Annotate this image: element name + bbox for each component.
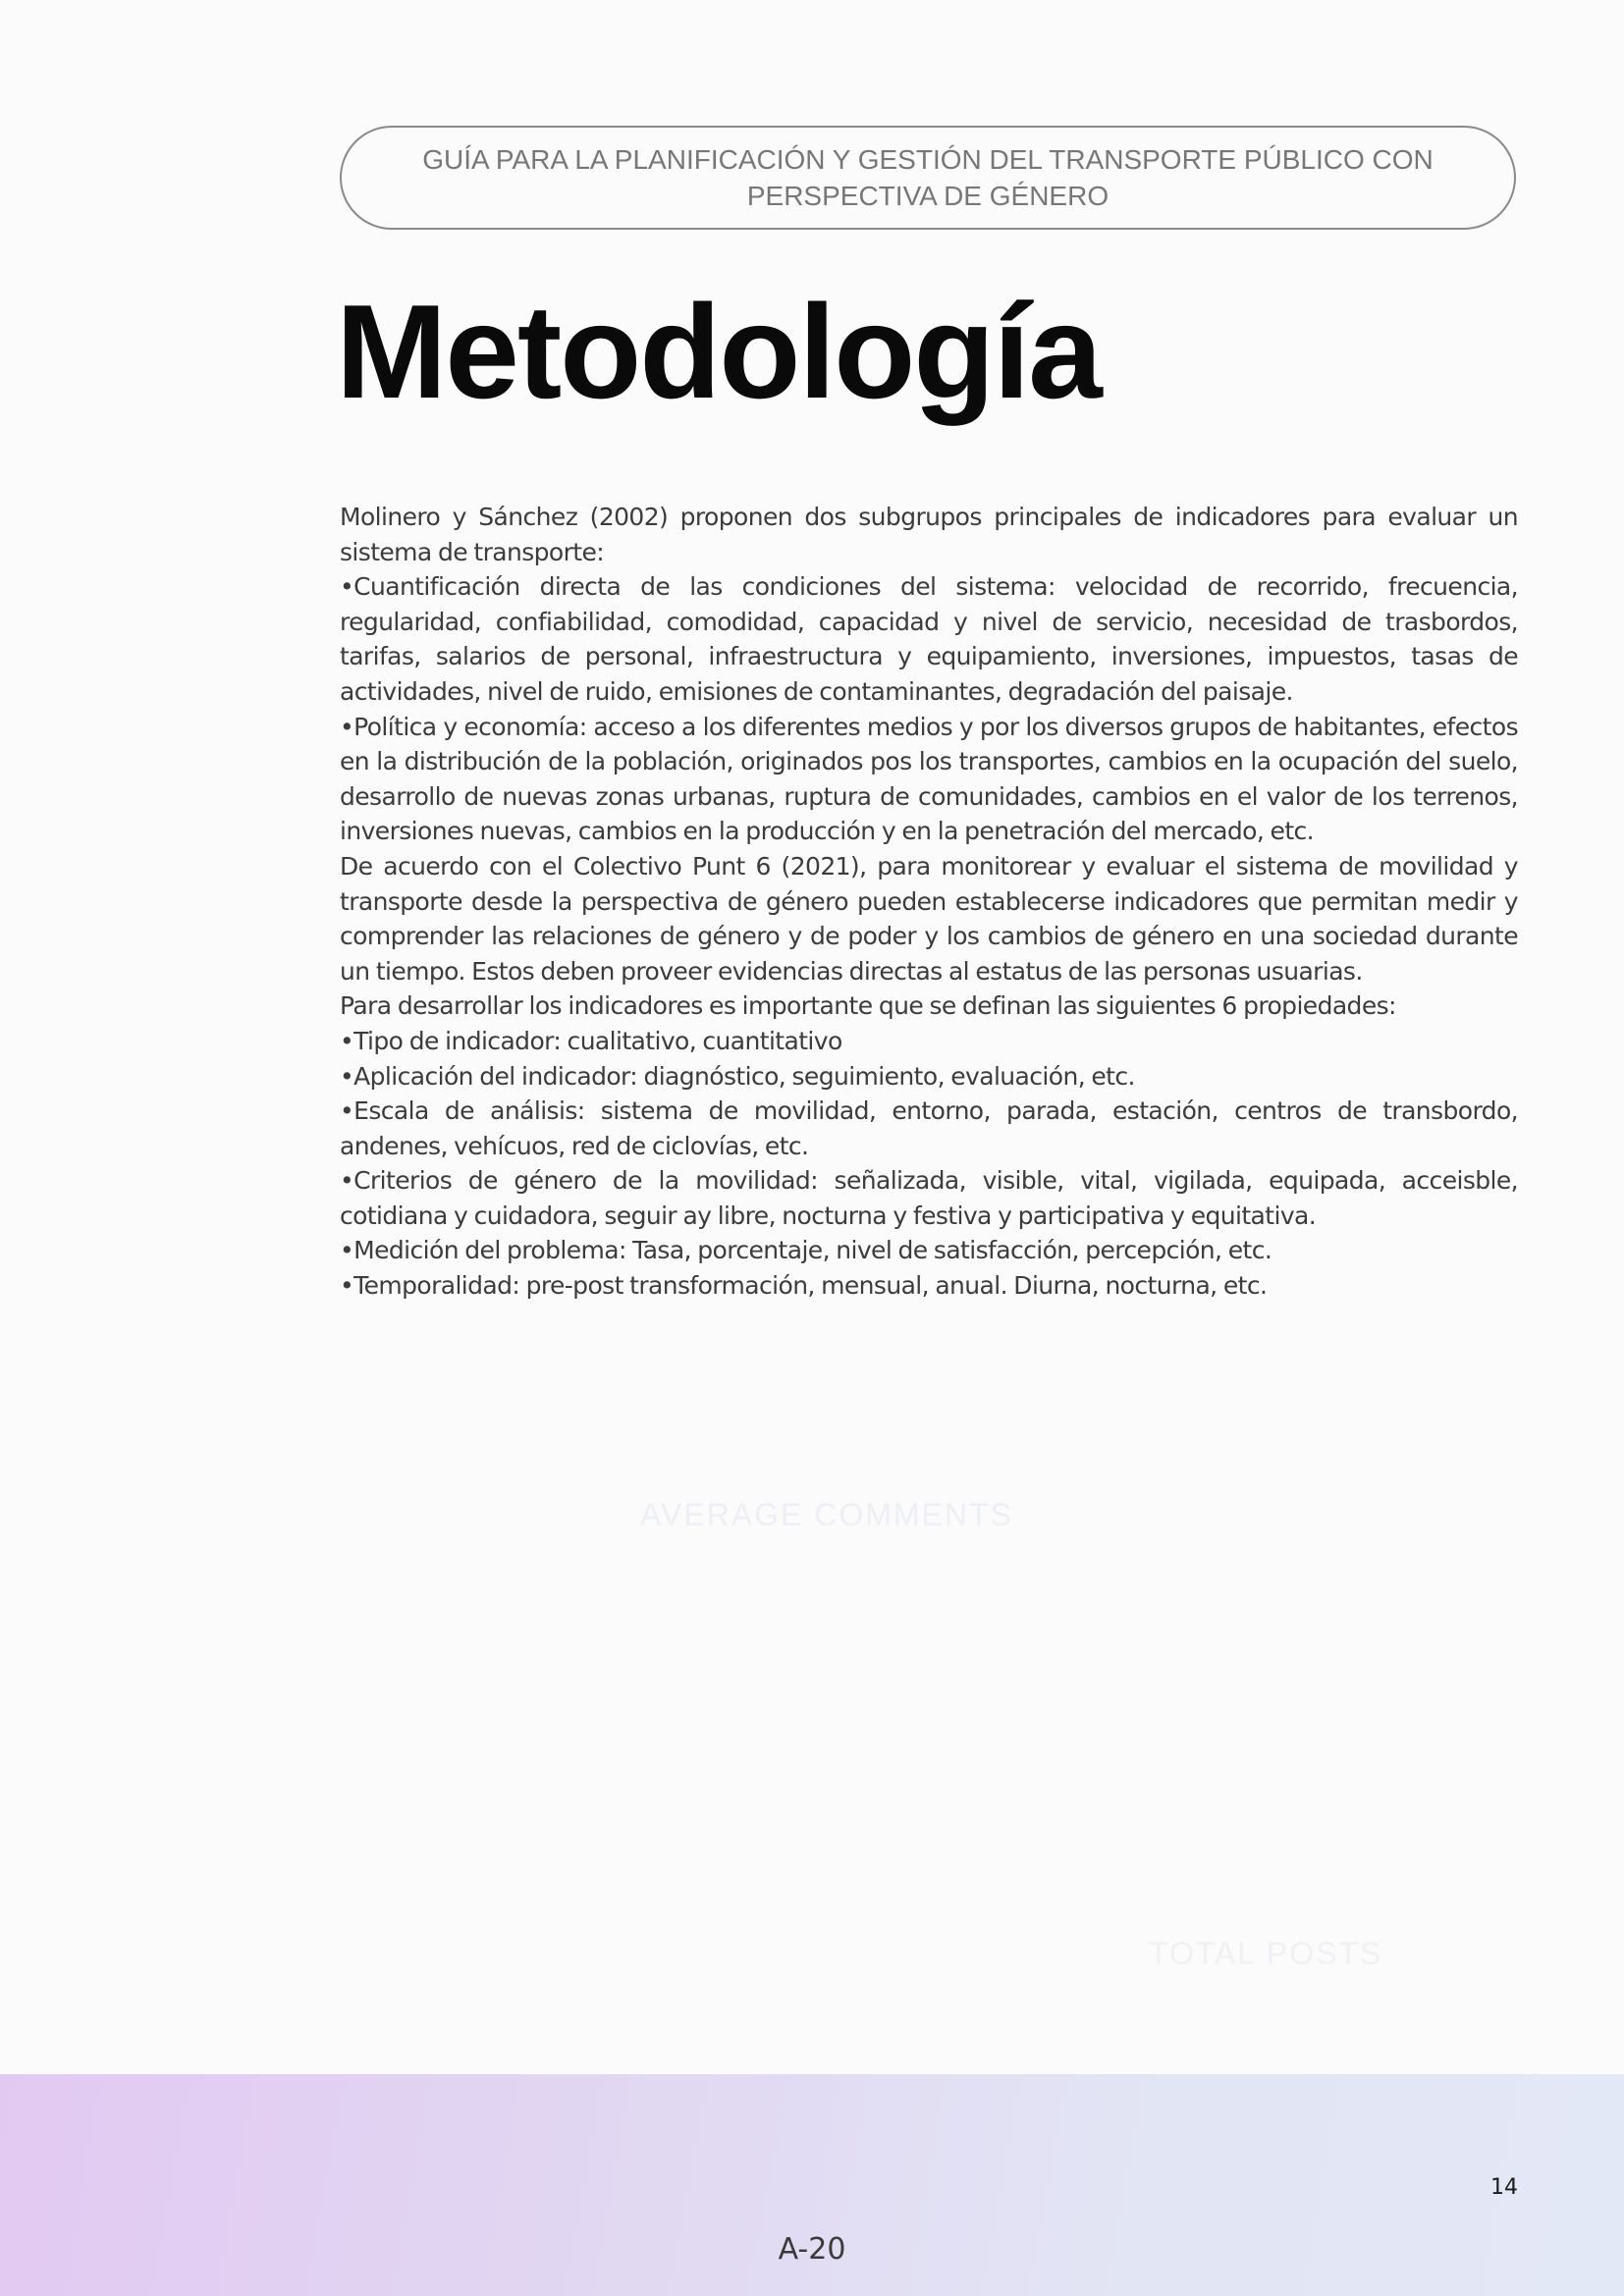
document-header-line-2: PERSPECTIVA DE GÉNERO <box>746 181 1110 211</box>
paragraph-propiedades-intro: Para desarrollar los indicadores es importante que se definan las siguientes 6 propiedades: <box>340 991 1396 1021</box>
page-title: Metodología <box>336 277 1101 426</box>
list-item-tipo: •Tipo de indicador: cualitativo, cuantitativo <box>340 1026 842 1055</box>
page-number: 14 <box>1490 2175 1518 2200</box>
paragraph-bullet-politica: •Política y economía: acceso a los diferentes medios y por los diversos grupos de habitantes, efectos en la distribución de la población, originados pos los transportes, cambios en la ocupación del suelo, desarrollo de nuevas zonas urbanas, ruptura de comunidades, cambios en el valor de los terrenos, inversiones nuevas, cambios en la producción y en la penetración del mercado, etc. <box>340 712 1518 846</box>
list-item-criterios: •Criterios de género de la movilidad: señalizada, visible, vital, vigilada, equipada, acceisble, cotidiana y cuidadora, seguir ay libre, nocturna y festiva y participativa y equitativa. <box>340 1166 1518 1230</box>
paragraph-bullet-cuantificacion: •Cuantificación directa de las condiciones del sistema: velocidad de recorrido, frecuencia, regularidad, confiabilidad, comodidad, capacidad y nivel de servicio, necesidad de trasbordos, tarifas, salarios de personal, infraestructura y equipamiento, inversiones, impuestos, tasas de actividades, nivel de ruido, emisiones de contaminantes, degradación del paisaje. <box>340 572 1518 706</box>
paragraph-colectivo-punt6: De acuerdo con el Colectivo Punt 6 (2021), para monitorear y evaluar el sistema de movilidad y transporte desde la perspectiva de género pueden establecerse indicadores que permitan medir y comprender las relaciones de género y de poder y los cambios de género en una sociedad durante un tiempo. Estos deben proveer evidencias directas al estatus de las personas usuarias. <box>340 851 1518 986</box>
paragraph-intro: Molinero y Sánchez (2002) proponen dos subgrupos principales de indicadores para evaluar un sistema de transporte: <box>340 503 1518 566</box>
ghost-label-total-posts: TOTAL POSTS <box>1149 1936 1383 1971</box>
document-header <box>340 126 1516 230</box>
page-code: A-20 <box>778 2232 846 2267</box>
list-item-temporalidad: •Temporalidad: pre-post transformación, mensual, anual. Diurna, nocturna, etc. <box>340 1271 1268 1301</box>
list-item-escala: •Escala de análisis: sistema de movilidad, entorno, parada, estación, centros de transbordo, andenes, vehícuos, red de ciclovías, etc. <box>340 1096 1518 1160</box>
body-text <box>340 500 1518 1304</box>
document-header-line-1: GUÍA PARA LA PLANIFICACIÓN Y GESTIÓN DEL TRANSPORTE PÚBLICO CON <box>422 144 1434 175</box>
ghost-label-average-comments: AVERAGE COMMENTS <box>640 1497 1013 1532</box>
list-item-aplicacion: •Aplicación del indicador: diagnóstico, seguimiento, evaluación, etc. <box>340 1061 1135 1091</box>
document-header-title <box>422 141 1434 214</box>
list-item-medicion: •Medición del problema: Tasa, porcentaje, nivel de satisfacción, percepción, etc. <box>340 1236 1272 1265</box>
